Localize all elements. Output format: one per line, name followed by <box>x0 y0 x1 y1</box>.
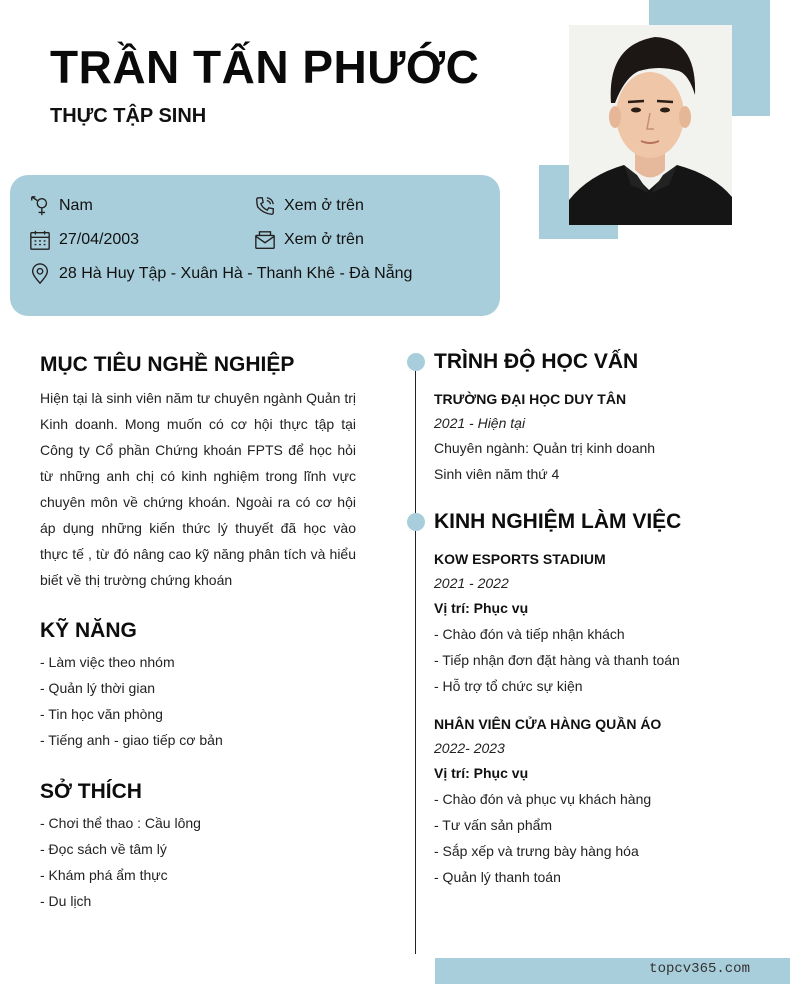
gender-text: Nam <box>59 197 93 214</box>
hobbies-list <box>40 810 201 914</box>
job-company: NHÂN VIÊN CỬA HÀNG QUẦN ÁO <box>434 716 662 732</box>
education-heading: TRÌNH ĐỘ HỌC VẤN <box>434 350 639 373</box>
footer-bar <box>435 958 790 984</box>
candidate-name: TRẦN TẤN PHƯỚC <box>50 41 480 93</box>
contact-address <box>29 263 412 285</box>
job-task: - Chào đón và phục vụ khách hàng <box>434 791 652 807</box>
contact-email <box>254 229 364 251</box>
job-title: THỰC TẬP SINH <box>50 105 207 127</box>
skill-item: - Tiếng anh - giao tiếp cơ bản <box>40 732 223 748</box>
dob-text: 27/04/2003 <box>59 231 140 248</box>
phone-icon <box>254 195 276 217</box>
footer-watermark: topcv365.com <box>649 961 750 977</box>
hobby-item: - Chơi thể thao : Cầu lông <box>40 815 201 831</box>
job-task: - Tư vấn sản phẩm <box>434 817 553 833</box>
education-period: 2021 - Hiện tại <box>434 415 526 431</box>
gender-icon <box>29 195 51 217</box>
contact-phone <box>254 195 364 217</box>
job-task: - Quản lý thanh toán <box>434 869 561 885</box>
calendar-icon <box>29 229 51 251</box>
hobby-item: - Du lịch <box>40 893 92 909</box>
job-task: - Tiếp nhận đơn đặt hàng và thanh toán <box>434 652 680 668</box>
school-name: TRƯỜNG ĐẠI HỌC DUY TÂN <box>434 391 627 407</box>
mail-icon <box>254 229 276 251</box>
job-company: KOW ESPORTS STADIUM <box>434 551 606 567</box>
job-position: Vị trí: Phục vụ <box>434 765 529 781</box>
timeline-line <box>415 360 416 954</box>
skill-item: - Quản lý thời gian <box>40 680 156 696</box>
job-task: - Sắp xếp và trưng bày hàng hóa <box>434 843 639 859</box>
job-task: - Chào đón và tiếp nhận khách <box>434 626 625 642</box>
job-tasks-list <box>434 621 680 699</box>
education-year: Sinh viên năm thứ 4 <box>434 466 560 482</box>
skills-heading: KỸ NĂNG <box>40 619 137 642</box>
job-tasks-list <box>434 786 651 890</box>
timeline-dot-experience <box>407 513 425 531</box>
timeline-dot-education <box>407 353 425 371</box>
location-icon <box>29 263 51 285</box>
skill-item: - Tin học văn phòng <box>40 706 163 722</box>
education-major: Chuyên ngành: Quản trị kinh doanh <box>434 440 656 456</box>
email-text: Xem ở trên <box>284 231 364 248</box>
hobby-item: - Đọc sách về tâm lý <box>40 841 167 857</box>
objective-text: Hiện tại là sinh viên năm tư chuyên ngành Quản trị Kinh doanh. Mong muốn có cơ hội thực tập tại Công ty Cổ phần Chứng khoán FPTS để học hỏi từ những anh chị có kinh nghiệm trong lĩnh vực chuyên môn về chứng khoán. Ngoài ra có cơ hội áp dụng những kiến thức lý thuyết đã học vào thực tế , từ đó nâng cao kỹ năng phân tích và hiểu biết về thị trường chứng khoán <box>40 390 356 588</box>
phone-text: Xem ở trên <box>284 197 364 214</box>
hobby-item: - Khám phá ẩm thực <box>40 867 168 883</box>
job-period: 2022- 2023 <box>434 740 505 756</box>
experience-heading: KINH NGHIỆM LÀM VIỆC <box>434 510 682 533</box>
job-period: 2021 - 2022 <box>434 575 509 591</box>
objective-heading: MỤC TIÊU NGHỀ NGHIỆP <box>40 353 295 376</box>
job-position: Vị trí: Phục vụ <box>434 600 529 616</box>
hobbies-heading: SỞ THÍCH <box>40 780 142 803</box>
contact-dob <box>29 229 139 251</box>
contact-gender <box>29 195 93 217</box>
portrait-illustration <box>569 25 732 225</box>
job-task: - Hỗ trợ tổ chức sự kiện <box>434 678 583 694</box>
skills-list <box>40 649 223 753</box>
skill-item: - Làm việc theo nhóm <box>40 654 175 670</box>
address-text: 28 Hà Huy Tập - Xuân Hà - Thanh Khê - Đà Nẵng <box>59 265 413 282</box>
profile-photo <box>569 25 732 225</box>
